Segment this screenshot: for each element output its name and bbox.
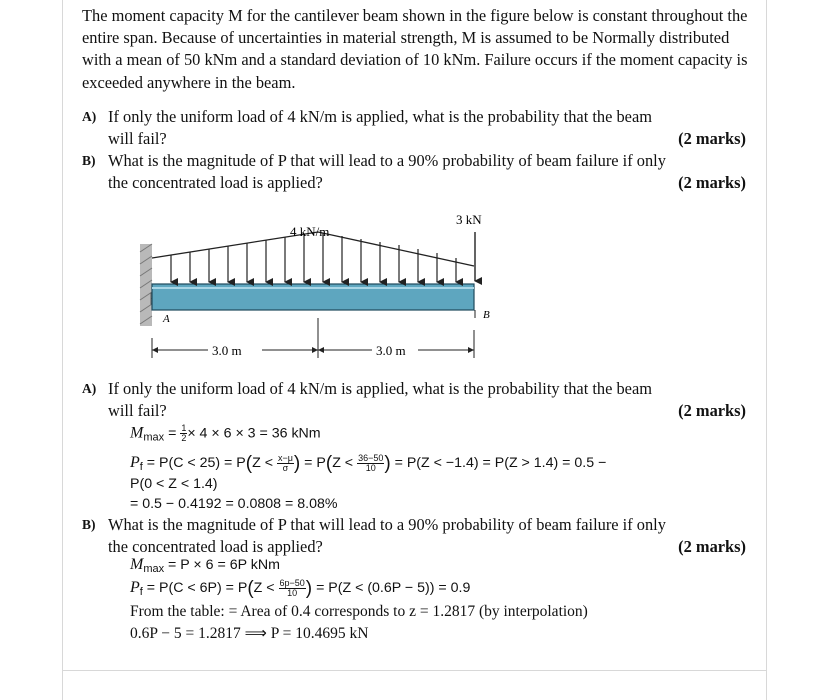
solution-b-table-line: From the table: = Area of 0.4 corresponds to z = 1.2817 (by interpolation): [130, 603, 588, 620]
udl-arrows: [171, 233, 456, 282]
end-label-b: B: [483, 309, 490, 321]
solution-question-a: [82, 378, 750, 421]
question-b-line2: the concentrated load is applied?: [108, 172, 323, 192]
solution-b-mmax: $M_{max} = P \times 6 = 6P$ kNm: [130, 556, 280, 575]
question-a-line1: If only the uniform load of 4 kN/m is applied, what is the probability that the beam: [108, 107, 652, 126]
solution-question-b-marks: (2 marks): [678, 536, 746, 556]
solution-b-pf: $P_f = P(C < 6P) = P(Z$ < $\frac{6p-50}{10}$ ) = P(Z < (0.6P − 5)) = 0.9: [130, 577, 471, 599]
solution-question-b: [82, 514, 750, 557]
solution-question-a-line1: If only the uniform load of 4 kN/m is applied, what is the probability that the beam: [108, 379, 652, 398]
solution-a-pf-line3: = 0.5 − 0.4192 = 0.0808 = 8.08%: [130, 496, 338, 512]
solution-question-a-line2: will fail?: [108, 400, 167, 420]
question-a-line2: will fail?: [108, 128, 167, 148]
question-a-marks: (2 marks): [678, 128, 746, 148]
dimension-label-2: 3.0 m: [376, 343, 406, 358]
problem-statement: The moment capacity M for the cantilever beam shown in the figure below is constant throughout the entire span. Because of uncertainties in material strength, M is assumed to be Normally distributed with a mean of 50 kNm and a standard deviation of 10 kNm. Failure occurs if the moment capacity is exceeded anywhere in the beam.: [82, 6, 748, 92]
question-a-label: A): [82, 109, 97, 124]
fixed-support-wall: [140, 244, 152, 326]
point-load-label: 3 kN: [456, 212, 482, 227]
solution-question-b-label: B): [82, 517, 96, 532]
question-b-line1: What is the magnitude of P that will lead to a 90% probability of beam failure if only: [108, 151, 666, 170]
solution-a-pf-line1: $P_f = P(C < 25) = P(Z$ < $\frac{x-\mu}{\sigma}$ ) = P(Z < $\frac{36-50}{10}$ ) = P(Z < −1.4) = P(Z > 1.4) = 0.5 −: [130, 452, 607, 474]
solution-question-b-line2: the concentrated load is applied?: [108, 536, 323, 556]
solution-a-mmax: $M_{max}$ = $\frac{1}{2}$ × 4 × 6 × 3 = 36 kNm: [130, 423, 321, 444]
solution-question-b-line1: What is the magnitude of P that will lead to a 90% probability of beam failure if only: [108, 515, 666, 534]
solution-question-a-label: A): [82, 381, 97, 396]
support-label-a: A: [163, 313, 170, 325]
dimension-label-1: 3.0 m: [212, 343, 242, 358]
half-fraction: $\frac{1}{2}$: [181, 423, 187, 443]
udl-label: 4 kN/m: [290, 224, 330, 239]
solution-b-final-line: 0.6P − 5 = 1.2817 ⟹ P = 10.4695 kN: [130, 625, 369, 642]
solution-a-pf-line2: P(0 < Z < 1.4): [130, 476, 218, 492]
question-b-marks: (2 marks): [678, 172, 746, 192]
solution-question-a-marks: (2 marks): [678, 400, 746, 420]
question-b-label: B): [82, 153, 96, 168]
